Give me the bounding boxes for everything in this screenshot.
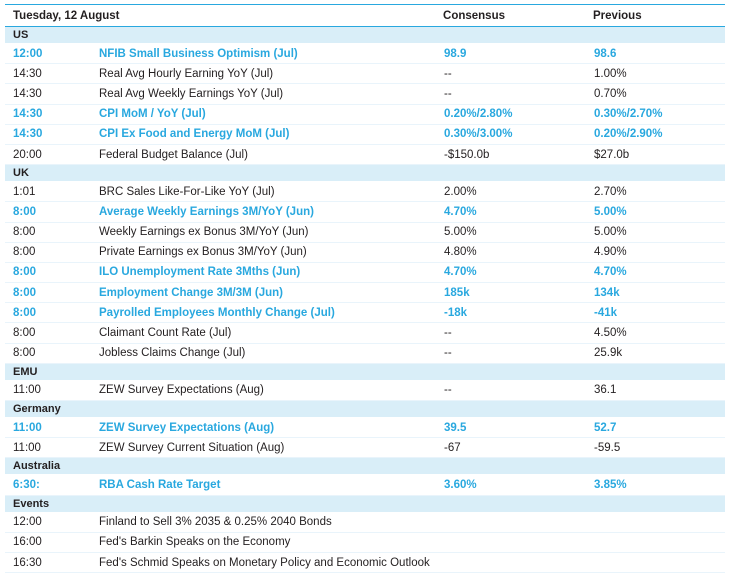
event-time: 8:00 [5,283,93,303]
consensus-value: 4.80% [443,242,593,262]
event-time: 12:00 [5,512,93,532]
event-name: CPI MoM / YoY (Jul) [93,104,443,124]
table-row[interactable] [5,418,725,438]
event-name: Real Avg Weekly Earnings YoY (Jul) [93,84,443,104]
table-row[interactable] [5,343,725,363]
consensus-value [443,512,593,532]
consensus-value: -- [443,84,593,104]
section-label: Germany [5,401,725,418]
event-name: Fed's Barkin Speaks on the Economy [93,532,443,552]
consensus-value: 0.20%/2.80% [443,104,593,124]
event-name: CPI Ex Food and Energy MoM (Jul) [93,124,443,144]
consensus-value: -- [443,380,593,400]
consensus-value: -- [443,323,593,343]
event-name: Weekly Earnings ex Bonus 3M/YoY (Jun) [93,222,443,242]
table-row[interactable] [5,380,725,400]
consensus-value: -67 [443,438,593,458]
table-row[interactable] [5,104,725,124]
event-time: 6:30: [5,475,93,495]
previous-value: 134k [593,283,725,303]
event-name: Real Avg Hourly Earning YoY (Jul) [93,64,443,84]
event-time: 11:00 [5,418,93,438]
event-time: 14:30 [5,84,93,104]
event-name: Claimant Count Rate (Jul) [93,323,443,343]
header-date: Tuesday, 12 August [5,5,443,27]
previous-value: 25.9k [593,343,725,363]
event-time: 8:00 [5,222,93,242]
calendar-body [5,5,725,573]
table-row[interactable] [5,303,725,323]
event-time: 8:00 [5,343,93,363]
event-time: 14:30 [5,104,93,124]
table-row[interactable] [5,552,725,572]
economic-calendar-table [5,4,725,573]
event-name: Payrolled Employees Monthly Change (Jul) [93,303,443,323]
header-previous: Previous [593,5,725,27]
table-row[interactable] [5,222,725,242]
event-time: 1:01 [5,182,93,202]
event-time: 14:30 [5,124,93,144]
event-time: 11:00 [5,380,93,400]
event-time: 8:00 [5,323,93,343]
table-row[interactable] [5,202,725,222]
previous-value: 36.1 [593,380,725,400]
table-row[interactable] [5,512,725,532]
event-time: 8:00 [5,303,93,323]
event-time: 16:30 [5,552,93,572]
table-row[interactable] [5,323,725,343]
event-time: 14:30 [5,64,93,84]
event-name: ZEW Survey Current Situation (Aug) [93,438,443,458]
consensus-value: 0.30%/3.00% [443,124,593,144]
event-name: Federal Budget Balance (Jul) [93,144,443,164]
event-name: ZEW Survey Expectations (Aug) [93,418,443,438]
previous-value: -41k [593,303,725,323]
table-row[interactable] [5,438,725,458]
section-label: Events [5,495,725,512]
section-row [5,495,725,512]
header-consensus: Consensus [443,5,593,27]
previous-value: 0.70% [593,84,725,104]
table-row[interactable] [5,242,725,262]
previous-value: 0.20%/2.90% [593,124,725,144]
previous-value: 2.70% [593,182,725,202]
consensus-value: -- [443,64,593,84]
consensus-value: 4.70% [443,202,593,222]
table-row[interactable] [5,475,725,495]
event-time: 8:00 [5,202,93,222]
consensus-value [443,552,593,572]
consensus-value: 3.60% [443,475,593,495]
table-row[interactable] [5,124,725,144]
section-row [5,401,725,418]
previous-value [593,512,725,532]
previous-value: 5.00% [593,202,725,222]
previous-value: 98.6 [593,44,725,64]
section-row [5,165,725,182]
previous-value [593,532,725,552]
event-time: 8:00 [5,262,93,282]
event-name: Finland to Sell 3% 2035 & 0.25% 2040 Bonds [93,512,443,532]
section-label: UK [5,165,725,182]
consensus-value: 39.5 [443,418,593,438]
section-label: EMU [5,363,725,380]
previous-value: 1.00% [593,64,725,84]
table-row[interactable] [5,84,725,104]
previous-value: 3.85% [593,475,725,495]
table-row[interactable] [5,44,725,64]
consensus-value: 185k [443,283,593,303]
previous-value: 0.30%/2.70% [593,104,725,124]
consensus-value: 2.00% [443,182,593,202]
event-name: Fed's Schmid Speaks on Monetary Policy and Economic Outlook [93,552,443,572]
event-name: BRC Sales Like-For-Like YoY (Jul) [93,182,443,202]
previous-value [593,552,725,572]
consensus-value: 5.00% [443,222,593,242]
previous-value: -59.5 [593,438,725,458]
table-row[interactable] [5,532,725,552]
consensus-value: 98.9 [443,44,593,64]
event-time: 11:00 [5,438,93,458]
previous-value: 4.90% [593,242,725,262]
table-row[interactable] [5,262,725,282]
consensus-value: -18k [443,303,593,323]
table-row[interactable] [5,64,725,84]
event-name: NFIB Small Business Optimism (Jul) [93,44,443,64]
table-header-row [5,5,725,27]
previous-value: 5.00% [593,222,725,242]
event-time: 16:00 [5,532,93,552]
event-name: Jobless Claims Change (Jul) [93,343,443,363]
section-row [5,458,725,475]
section-row [5,363,725,380]
consensus-value [443,532,593,552]
section-row [5,27,725,44]
previous-value: 52.7 [593,418,725,438]
section-label: Australia [5,458,725,475]
table-row[interactable] [5,182,725,202]
section-label: US [5,27,725,44]
event-time: 12:00 [5,44,93,64]
consensus-value: -$150.0b [443,144,593,164]
event-name: Private Earnings ex Bonus 3M/YoY (Jun) [93,242,443,262]
previous-value: 4.70% [593,262,725,282]
consensus-value: 4.70% [443,262,593,282]
consensus-value: -- [443,343,593,363]
event-time: 20:00 [5,144,93,164]
event-name: RBA Cash Rate Target [93,475,443,495]
table-row[interactable] [5,283,725,303]
event-name: Employment Change 3M/3M (Jun) [93,283,443,303]
event-name: ILO Unemployment Rate 3Mths (Jun) [93,262,443,282]
table-row[interactable] [5,144,725,164]
previous-value: $27.0b [593,144,725,164]
previous-value: 4.50% [593,323,725,343]
event-name: Average Weekly Earnings 3M/YoY (Jun) [93,202,443,222]
event-name: ZEW Survey Expectations (Aug) [93,380,443,400]
event-time: 8:00 [5,242,93,262]
